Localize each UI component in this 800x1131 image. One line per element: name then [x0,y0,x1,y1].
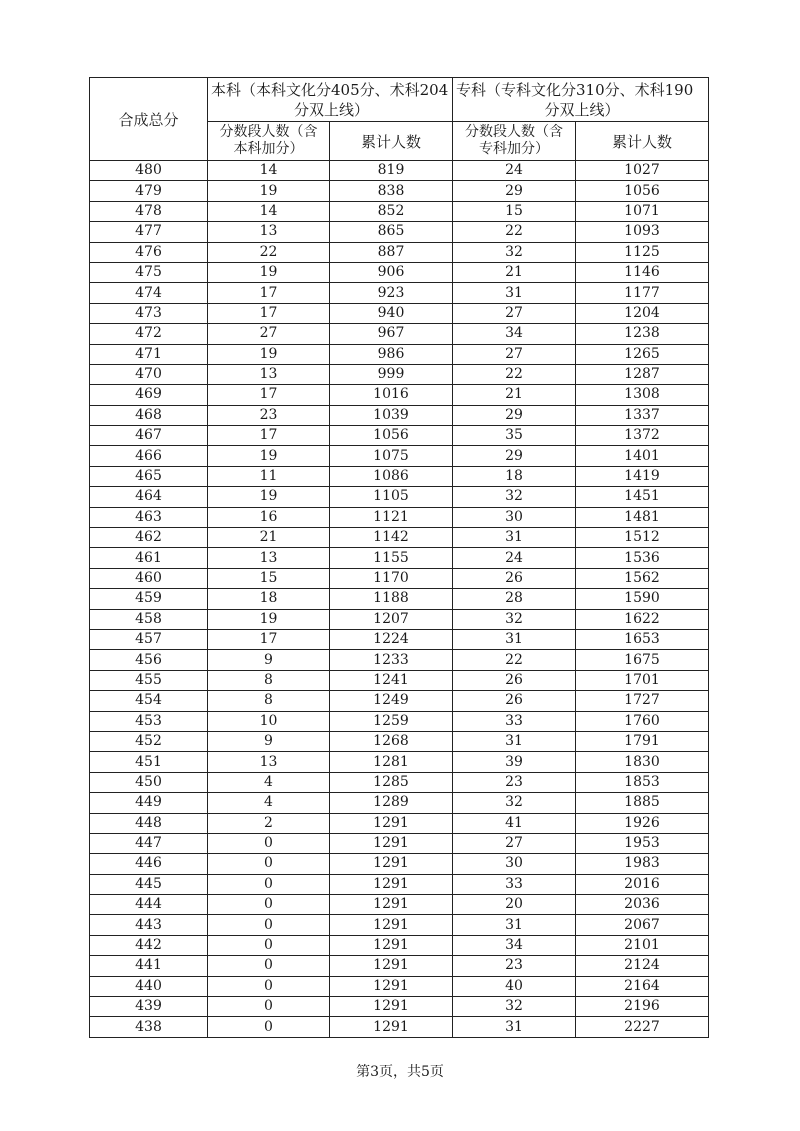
total-score-cell: 480 [90,161,208,181]
benke-cumulative-cell: 1105 [330,487,453,507]
zhuanke-cumulative-cell: 1177 [576,283,709,303]
benke-cumulative-cell: 887 [330,242,453,262]
zhuanke-segment-cell: 22 [453,364,576,384]
benke-group-header [208,78,453,122]
benke-cumulative-cell: 999 [330,364,453,384]
zhuanke-segment-cell: 32 [453,609,576,629]
table-row [90,222,709,242]
zhuanke-segment-header [453,122,576,161]
table-row [90,874,709,894]
table-row [90,385,709,405]
benke-cumulative-cell: 1291 [330,956,453,976]
zhuanke-cumulative-cell: 1675 [576,650,709,670]
zhuanke-group-header [453,78,709,122]
table-row [90,507,709,527]
zhuanke-segment-cell: 35 [453,426,576,446]
total-score-cell: 478 [90,201,208,221]
table-row [90,956,709,976]
zhuanke-cumulative-cell: 1953 [576,833,709,853]
benke-cumulative-cell: 1188 [330,589,453,609]
benke-segment-cell: 9 [208,650,330,670]
zhuanke-segment-cell: 27 [453,344,576,364]
zhuanke-segment-cell: 28 [453,589,576,609]
table-row [90,650,709,670]
total-score-cell: 455 [90,670,208,690]
benke-cumulative-cell: 1291 [330,833,453,853]
benke-cumulative-cell: 838 [330,181,453,201]
zhuanke-segment-cell: 32 [453,487,576,507]
benke-segment-cell: 19 [208,344,330,364]
total-score-cell: 469 [90,385,208,405]
total-score-cell: 464 [90,487,208,507]
zhuanke-segment-cell: 31 [453,528,576,548]
total-score-cell: 450 [90,772,208,792]
total-score-cell: 446 [90,854,208,874]
zhuanke-cumulative-cell: 1562 [576,568,709,588]
benke-segment-cell: 13 [208,548,330,568]
zhuanke-segment-cell: 34 [453,324,576,344]
total-score-cell: 459 [90,589,208,609]
total-score-cell: 439 [90,997,208,1017]
zhuanke-segment-cell: 32 [453,997,576,1017]
zhuanke-cumulative-cell: 2196 [576,997,709,1017]
benke-cumulative-cell: 1291 [330,1017,453,1037]
benke-segment-cell: 8 [208,670,330,690]
table-row [90,915,709,935]
benke-segment-cell: 15 [208,568,330,588]
benke-segment-cell: 21 [208,528,330,548]
benke-segment-cell: 13 [208,364,330,384]
zhuanke-segment-cell: 21 [453,262,576,282]
table-row [90,548,709,568]
table-row [90,935,709,955]
benke-segment-cell: 23 [208,405,330,425]
score-distribution-table [89,77,709,1038]
zhuanke-cumulative-cell: 1512 [576,528,709,548]
benke-segment-cell: 0 [208,976,330,996]
table-row [90,670,709,690]
benke-cumulative-cell: 852 [330,201,453,221]
zhuanke-segment-cell: 32 [453,793,576,813]
benke-segment-cell: 0 [208,895,330,915]
table-row [90,201,709,221]
benke-cumulative-cell: 1291 [330,976,453,996]
benke-segment-cell: 11 [208,466,330,486]
benke-group-line2: 分双上线） [293,100,369,119]
zhuanke-segment-cell: 24 [453,161,576,181]
benke-cumulative-cell: 1155 [330,548,453,568]
table-row [90,589,709,609]
total-score-cell: 440 [90,976,208,996]
benke-segment-cell: 17 [208,426,330,446]
total-score-cell: 442 [90,935,208,955]
table-row [90,833,709,853]
table-row [90,854,709,874]
benke-segment-cell: 17 [208,385,330,405]
table-row [90,242,709,262]
total-score-cell: 438 [90,1017,208,1037]
benke-cumulative-cell: 819 [330,161,453,181]
zhuanke-cumulative-cell: 2036 [576,895,709,915]
zhuanke-cumulative-cell: 2016 [576,874,709,894]
total-score-cell: 456 [90,650,208,670]
benke-cumulative-cell: 1291 [330,813,453,833]
zhuanke-cumulative-cell: 1451 [576,487,709,507]
table-row [90,711,709,731]
benke-cumulative-cell: 906 [330,262,453,282]
zhuanke-segment-cell: 22 [453,222,576,242]
benke-cumulative-cell: 865 [330,222,453,242]
zhuanke-cumulative-cell: 1238 [576,324,709,344]
benke-segment-cell: 19 [208,262,330,282]
table-row [90,303,709,323]
total-score-cell: 447 [90,833,208,853]
total-score-cell: 460 [90,568,208,588]
zhuanke-segment-cell: 40 [453,976,576,996]
benke-segment-cell: 18 [208,589,330,609]
total-score-cell: 471 [90,344,208,364]
zhuanke-segment-line1: 分数段人数（含 [465,124,563,140]
zhuanke-segment-cell: 26 [453,670,576,690]
benke-segment-cell: 2 [208,813,330,833]
zhuanke-segment-cell: 23 [453,956,576,976]
table-row [90,731,709,751]
total-score-cell: 449 [90,793,208,813]
zhuanke-cumulative-cell: 1027 [576,161,709,181]
benke-segment-cell: 13 [208,222,330,242]
benke-cumulative-cell: 1039 [330,405,453,425]
zhuanke-cumulative-cell: 1056 [576,181,709,201]
zhuanke-segment-cell: 30 [453,507,576,527]
total-score-cell: 444 [90,895,208,915]
benke-segment-cell: 22 [208,242,330,262]
zhuanke-segment-cell: 22 [453,650,576,670]
benke-group-line1: 本科（本科文化分405分、术科204 [211,80,449,99]
benke-cumulative-cell: 1249 [330,691,453,711]
benke-segment-cell: 4 [208,793,330,813]
total-score-cell: 477 [90,222,208,242]
zhuanke-cumulative-cell: 1760 [576,711,709,731]
table-row [90,364,709,384]
zhuanke-cumulative-cell: 1983 [576,854,709,874]
benke-cumulative-cell: 1291 [330,895,453,915]
table-row [90,1017,709,1037]
benke-segment-cell: 0 [208,854,330,874]
total-score-cell: 441 [90,956,208,976]
table-row [90,609,709,629]
benke-segment-cell: 13 [208,752,330,772]
benke-cumulative-cell: 986 [330,344,453,364]
benke-segment-cell: 0 [208,874,330,894]
total-score-cell: 457 [90,629,208,649]
benke-cumulative-cell: 1170 [330,568,453,588]
benke-segment-cell: 0 [208,935,330,955]
zhuanke-cumulative-cell: 1701 [576,670,709,690]
total-score-cell: 479 [90,181,208,201]
benke-cumulative-cell: 1259 [330,711,453,731]
table-row [90,752,709,772]
benke-segment-cell: 0 [208,1017,330,1037]
zhuanke-segment-cell: 26 [453,691,576,711]
zhuanke-segment-cell: 27 [453,303,576,323]
benke-cumulative-cell: 1121 [330,507,453,527]
table-row [90,997,709,1017]
zhuanke-segment-cell: 34 [453,935,576,955]
benke-segment-cell: 14 [208,161,330,181]
zhuanke-cumulative-cell: 1265 [576,344,709,364]
zhuanke-segment-cell: 29 [453,405,576,425]
table-row [90,344,709,364]
total-score-cell: 454 [90,691,208,711]
total-score-cell: 470 [90,364,208,384]
table-row [90,793,709,813]
table-row [90,691,709,711]
benke-segment-cell: 19 [208,609,330,629]
benke-cumulative-cell: 1207 [330,609,453,629]
zhuanke-segment-cell: 31 [453,731,576,751]
benke-cumulative-cell: 1075 [330,446,453,466]
benke-cumulative-cell: 940 [330,303,453,323]
benke-cumulative-cell: 1291 [330,935,453,955]
benke-segment-cell: 17 [208,629,330,649]
zhuanke-cumulative-cell: 2164 [576,976,709,996]
zhuanke-segment-cell: 30 [453,854,576,874]
zhuanke-cumulative-cell: 1337 [576,405,709,425]
table-row [90,466,709,486]
zhuanke-cumulative-cell: 1830 [576,752,709,772]
table-row [90,568,709,588]
benke-segment-cell: 0 [208,915,330,935]
benke-segment-cell: 10 [208,711,330,731]
zhuanke-segment-cell: 26 [453,568,576,588]
benke-segment-cell: 19 [208,446,330,466]
total-score-cell: 468 [90,405,208,425]
benke-cumulative-cell: 1142 [330,528,453,548]
total-score-cell: 451 [90,752,208,772]
benke-segment-cell: 14 [208,201,330,221]
zhuanke-segment-cell: 23 [453,772,576,792]
zhuanke-cumulative-cell: 1401 [576,446,709,466]
total-score-cell: 463 [90,507,208,527]
zhuanke-segment-cell: 18 [453,466,576,486]
zhuanke-segment-cell: 15 [453,201,576,221]
zhuanke-cumulative-cell: 1622 [576,609,709,629]
score-distribution-table-wrapper [89,77,709,1038]
table-row [90,446,709,466]
benke-segment-cell: 0 [208,997,330,1017]
benke-cumulative-cell: 1281 [330,752,453,772]
total-score-cell: 467 [90,426,208,446]
benke-segment-cell: 27 [208,324,330,344]
benke-segment-cell: 16 [208,507,330,527]
total-score-cell: 448 [90,813,208,833]
table-row [90,772,709,792]
zhuanke-group-line1: 专科（专科文化分310分、术科190 [456,80,694,99]
zhuanke-segment-cell: 29 [453,181,576,201]
zhuanke-cumulative-cell: 1204 [576,303,709,323]
benke-cumulative-cell: 923 [330,283,453,303]
table-row [90,405,709,425]
zhuanke-cumulative-cell: 2124 [576,956,709,976]
table-row [90,262,709,282]
total-score-cell: 458 [90,609,208,629]
page-footer: 第3页，共5页 [356,1064,444,1080]
zhuanke-cumulative-cell: 1287 [576,364,709,384]
benke-segment-cell: 17 [208,283,330,303]
table-row [90,324,709,344]
benke-segment-cell: 19 [208,487,330,507]
zhuanke-segment-cell: 20 [453,895,576,915]
zhuanke-segment-cell: 31 [453,283,576,303]
zhuanke-cumulative-header: 累计人数 [576,122,709,161]
total-score-cell: 472 [90,324,208,344]
zhuanke-cumulative-cell: 2227 [576,1017,709,1037]
zhuanke-cumulative-cell: 1536 [576,548,709,568]
total-score-cell: 461 [90,548,208,568]
zhuanke-segment-cell: 24 [453,548,576,568]
total-score-cell: 473 [90,303,208,323]
total-score-cell: 445 [90,874,208,894]
zhuanke-group-line2: 分双上线） [544,100,620,119]
total-score-cell: 453 [90,711,208,731]
table-row [90,629,709,649]
total-score-cell: 476 [90,242,208,262]
total-score-cell: 466 [90,446,208,466]
table-row [90,487,709,507]
benke-cumulative-cell: 1086 [330,466,453,486]
zhuanke-cumulative-cell: 1853 [576,772,709,792]
table-row [90,426,709,446]
benke-segment-header [208,122,330,161]
benke-cumulative-header: 累计人数 [330,122,453,161]
benke-cumulative-cell: 1291 [330,854,453,874]
zhuanke-segment-cell: 31 [453,1017,576,1037]
zhuanke-segment-cell: 33 [453,874,576,894]
total-score-cell: 475 [90,262,208,282]
zhuanke-segment-cell: 29 [453,446,576,466]
zhuanke-cumulative-cell: 1093 [576,222,709,242]
zhuanke-segment-cell: 39 [453,752,576,772]
zhuanke-segment-cell: 31 [453,629,576,649]
zhuanke-segment-cell: 27 [453,833,576,853]
table-row [90,528,709,548]
zhuanke-segment-cell: 41 [453,813,576,833]
table-row [90,181,709,201]
total-score-cell: 462 [90,528,208,548]
benke-segment-cell: 4 [208,772,330,792]
benke-cumulative-cell: 1268 [330,731,453,751]
benke-cumulative-cell: 1291 [330,915,453,935]
benke-cumulative-cell: 1285 [330,772,453,792]
zhuanke-cumulative-cell: 1590 [576,589,709,609]
benke-segment-cell: 0 [208,956,330,976]
zhuanke-cumulative-cell: 2067 [576,915,709,935]
zhuanke-segment-cell: 31 [453,915,576,935]
zhuanke-cumulative-cell: 1419 [576,466,709,486]
benke-segment-cell: 17 [208,303,330,323]
table-row [90,161,709,181]
benke-cumulative-cell: 1289 [330,793,453,813]
table-row [90,283,709,303]
benke-segment-cell: 9 [208,731,330,751]
table-body [90,161,709,1038]
zhuanke-cumulative-cell: 1071 [576,201,709,221]
benke-cumulative-cell: 1233 [330,650,453,670]
table-row [90,895,709,915]
zhuanke-cumulative-cell: 1653 [576,629,709,649]
benke-segment-line2: 本科加分） [233,141,304,157]
benke-cumulative-cell: 1016 [330,385,453,405]
zhuanke-cumulative-cell: 1146 [576,262,709,282]
total-score-cell: 443 [90,915,208,935]
benke-cumulative-cell: 1291 [330,997,453,1017]
benke-cumulative-cell: 967 [330,324,453,344]
zhuanke-cumulative-cell: 1308 [576,385,709,405]
zhuanke-cumulative-cell: 1481 [576,507,709,527]
table-row [90,976,709,996]
benke-cumulative-cell: 1291 [330,874,453,894]
zhuanke-segment-cell: 32 [453,242,576,262]
zhuanke-cumulative-cell: 1926 [576,813,709,833]
total-score-cell: 465 [90,466,208,486]
benke-segment-line1: 分数段人数（含 [219,124,318,140]
zhuanke-segment-cell: 33 [453,711,576,731]
zhuanke-cumulative-cell: 1125 [576,242,709,262]
total-score-header: 合成总分 [90,78,208,161]
benke-cumulative-cell: 1056 [330,426,453,446]
benke-cumulative-cell: 1224 [330,629,453,649]
zhuanke-cumulative-cell: 2101 [576,935,709,955]
benke-segment-cell: 0 [208,833,330,853]
benke-segment-cell: 8 [208,691,330,711]
total-score-cell: 474 [90,283,208,303]
zhuanke-cumulative-cell: 1727 [576,691,709,711]
total-score-cell: 452 [90,731,208,751]
zhuanke-segment-cell: 21 [453,385,576,405]
zhuanke-cumulative-cell: 1885 [576,793,709,813]
zhuanke-cumulative-cell: 1791 [576,731,709,751]
zhuanke-cumulative-cell: 1372 [576,426,709,446]
benke-segment-cell: 19 [208,181,330,201]
zhuanke-segment-line2: 专科加分） [479,141,549,157]
table-row [90,813,709,833]
benke-cumulative-cell: 1241 [330,670,453,690]
